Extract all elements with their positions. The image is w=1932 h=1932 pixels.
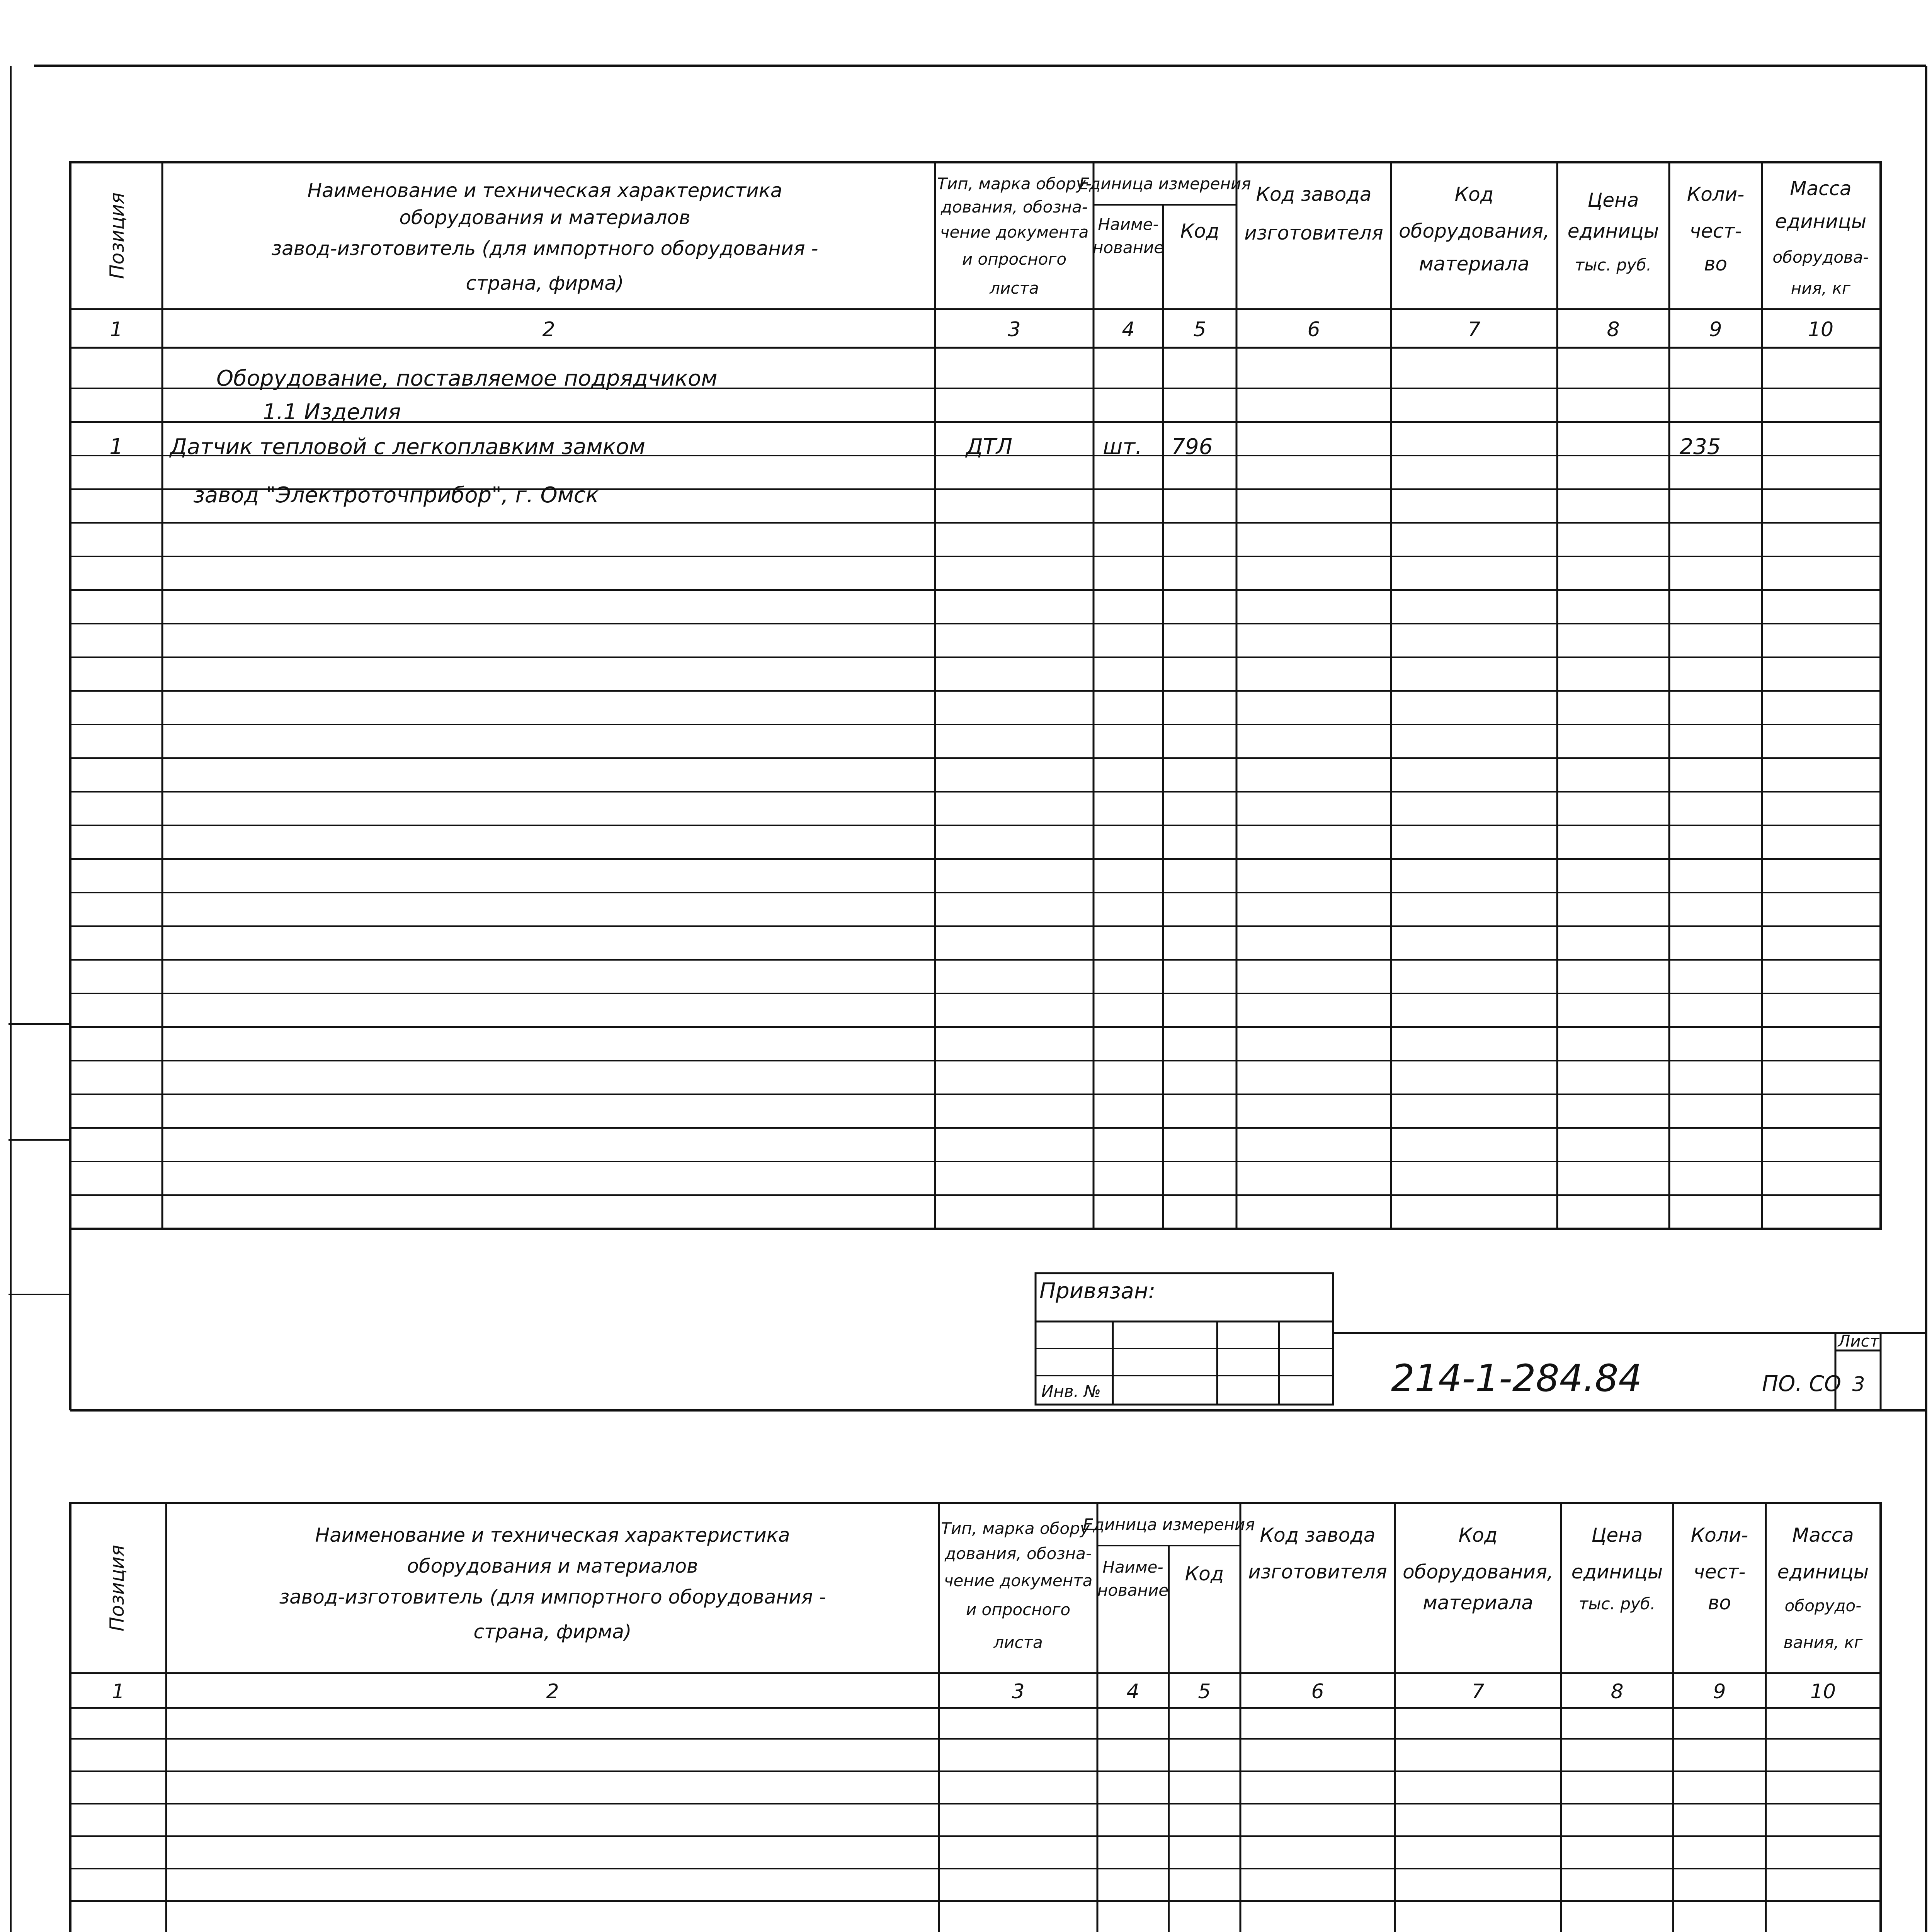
sheet-1-header-maker-code-1: Код завода — [1256, 183, 1372, 206]
sheet-2-col-number-8: 8 — [1611, 1680, 1624, 1703]
sheet-1-col-number-9: 9 — [1709, 318, 1722, 341]
sheet-2-col-number-1: 1 — [112, 1680, 125, 1703]
sheet-1-col-number-6: 6 — [1307, 318, 1320, 341]
sheet-1-header-price-2: единицы — [1567, 220, 1659, 242]
sheet-2-header-type-5: листа — [993, 1633, 1043, 1652]
sheet-1-column-lines — [162, 162, 1762, 1229]
sheet-2-header-type-1: Тип, марка обору- — [941, 1519, 1095, 1538]
sheet-1-header-type-1: Тип, марка обору- — [937, 174, 1092, 193]
sheet-2-header-unit-name-2: нование — [1097, 1581, 1169, 1600]
sheet-2-col-number-2: 2 — [546, 1680, 559, 1703]
sheet-2-header-mass-4: вания, кг — [1783, 1633, 1863, 1652]
sheet-1-row-unit-code: 796 — [1171, 434, 1213, 459]
sheet-1-col-number-10: 10 — [1808, 318, 1834, 341]
sheet-1-sheet-label: Лист — [1838, 1332, 1879, 1350]
sheet-1-header-mass-3: оборудова- — [1772, 248, 1869, 267]
sheet-1-header-equip-code-3: материала — [1419, 253, 1529, 275]
sheet-2-row-lines — [70, 1739, 1881, 1932]
sheet-2-header-maker-code-1: Код завода — [1260, 1524, 1376, 1546]
sheet-2-header-price-2: единицы — [1571, 1561, 1663, 1583]
sheet-1-row-name: Оборудование, поставляемое подрядчиком — [216, 366, 718, 391]
sheet-2-header-qty-2: чест- — [1693, 1561, 1746, 1583]
sheet-2-header-name-2: оборудования и материалов — [407, 1555, 698, 1577]
sheet-2-header-maker-code-2: изготовителя — [1248, 1561, 1387, 1583]
sheet-2-header-qty-3: во — [1708, 1592, 1731, 1614]
sheet-1-header-type-3: чение документа — [940, 223, 1089, 242]
sheet-2-col-number-4: 4 — [1126, 1680, 1139, 1703]
sheet-2-header-position: Позиция — [106, 1545, 128, 1631]
sheet-2-header-mass-2: единицы — [1777, 1561, 1869, 1583]
sheet-1-header-qty-3: во — [1704, 253, 1728, 275]
sheet-1-inventory-label: Инв. № — [1041, 1382, 1101, 1401]
sheet-1-header-name-4: страна, фирма) — [466, 272, 624, 294]
sheet-2-col-number-3: 3 — [1012, 1680, 1025, 1703]
sheet-1-header-name-3: завод-изготовитель (для импортного оборудования - — [271, 237, 818, 260]
sheet-1-header-qty-1: Коли- — [1687, 183, 1745, 206]
sheet-1-header-name-1: Наименование и техническая характеристика — [307, 179, 782, 202]
sheet-2-header-equip-code-1: Код — [1458, 1524, 1498, 1546]
sheet-1-header-mass-4: ния, кг — [1791, 279, 1851, 298]
sheet-2-header-equip-code-3: материала — [1423, 1592, 1533, 1614]
sheet-2-header-unit-name-1: Наиме- — [1102, 1558, 1163, 1577]
sheet-1-row-name: 1.1 Изделия — [263, 400, 401, 425]
sheet-2-header-mass-3: оборудо- — [1784, 1596, 1862, 1615]
sheet-1-header-name-2: оборудования и материалов — [399, 206, 690, 229]
sheet-2-header-unit-group: Единица измерения — [1083, 1515, 1255, 1534]
sheet-2-header-qty-1: Коли- — [1690, 1524, 1748, 1546]
sheet-1-title-block — [70, 1229, 1926, 1410]
sheet-1-row-name: Датчик тепловой с легкоплавким замком — [170, 434, 646, 459]
outer-frame — [9, 66, 1926, 1932]
sheet-2-header-mass-1: Масса — [1792, 1524, 1854, 1546]
sheet-2-header-type-4: и опросного — [966, 1600, 1071, 1619]
sheet-1-document-code: ПО. СО — [1762, 1371, 1841, 1396]
sheet-1-col-number-3: 3 — [1008, 318, 1021, 341]
sheet-1-header-unit-name-1: Наиме- — [1098, 215, 1159, 234]
sheet-2-col-number-10: 10 — [1810, 1680, 1836, 1703]
sheet-1-attached-label: Привязан: — [1039, 1279, 1156, 1304]
sheet-1-header-price-3: тыс. руб. — [1575, 255, 1652, 274]
sheet-1-header-position: Позиция — [106, 192, 128, 279]
sheet-2-col-number-9: 9 — [1713, 1680, 1726, 1703]
sheet-1-row-quantity: 235 — [1679, 434, 1721, 459]
sheet-2-col-number-5: 5 — [1198, 1680, 1211, 1703]
sheet-1-row-position: 1 — [109, 434, 123, 459]
sheet-1-col-number-2: 2 — [542, 318, 555, 341]
sheet-2-col-number-7: 7 — [1471, 1680, 1485, 1703]
sheet-2-header-price-3: тыс. руб. — [1578, 1594, 1656, 1613]
sheet-2-header-price-1: Цена — [1591, 1524, 1643, 1546]
sheet-1-row-type: ДТЛ — [966, 434, 1013, 459]
sheet-1-col-number-5: 5 — [1193, 318, 1206, 341]
sheet-2-header-type-2: дования, обозна- — [945, 1544, 1092, 1563]
sheet-1-col-number-1: 1 — [110, 318, 123, 341]
sheet-1-header-unit-code: Код — [1180, 220, 1219, 242]
sheet-2-header-equip-code-2: оборудования, — [1403, 1561, 1553, 1583]
sheet-2-header-unit-code: Код — [1185, 1563, 1224, 1585]
sheet-1-col-number-4: 4 — [1122, 318, 1135, 341]
sheet-2-col-number-6: 6 — [1311, 1680, 1324, 1703]
sheet-2-header-name-4: страна, фирма) — [473, 1621, 632, 1643]
sheet-2 — [70, 1503, 1926, 1932]
sheet-1-col-number-8: 8 — [1607, 318, 1620, 341]
sheet-1-header-unit-name-2: нование — [1092, 238, 1164, 257]
sheet-1-sheet-number: 3 — [1852, 1373, 1865, 1396]
sheet-1-document-number: 214-1-284.84 — [1391, 1357, 1642, 1400]
sheet-2-header-type-3: чение документа — [944, 1571, 1093, 1590]
sheet-1 — [70, 162, 1926, 1410]
sheet-1-header-mass-1: Масса — [1790, 177, 1852, 200]
sheet-1-header-qty-2: чест- — [1689, 220, 1742, 242]
sheet-1-header-type-2: дования, обозна- — [941, 197, 1088, 216]
sheet-1-row-name: завод "Электроточприбор", г. Омск — [193, 483, 599, 508]
sheet-1-header-maker-code-2: изготовителя — [1244, 222, 1383, 244]
sheet-1-row-lines — [70, 388, 1881, 1195]
sheet-1-header-type-4: и опросного — [962, 250, 1067, 269]
sheet-1-header-equip-code-2: оборудования, — [1399, 220, 1549, 242]
sheet-2-header-name-3: завод-изготовитель (для импортного оборудования - — [279, 1586, 826, 1608]
sheet-1-col-number-7: 7 — [1468, 318, 1481, 341]
sheet-1-row-unit: шт. — [1103, 434, 1142, 459]
sheet-1-header-type-5: листа — [990, 279, 1039, 298]
sheet-1-header-price-1: Цена — [1587, 189, 1639, 211]
sheet-1-header-equip-code-1: Код — [1454, 183, 1494, 206]
sheet-2-header-name-1: Наименование и техническая характеристика — [315, 1524, 790, 1546]
sheet-1-header-unit-group: Единица измерения — [1079, 174, 1251, 193]
sheet-1-header-mass-2: единицы — [1775, 210, 1867, 233]
